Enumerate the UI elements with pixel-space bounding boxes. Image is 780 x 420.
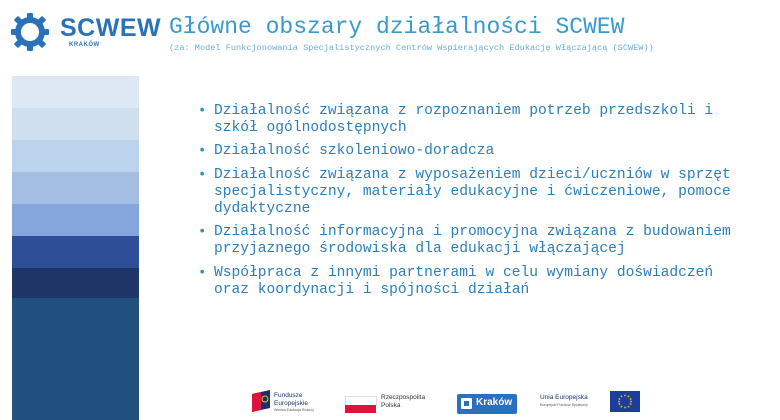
stripe-4 [12,172,139,204]
bullet-text: Działalność związana z rozpoznaniem potrzeb przedszkoli i szkół ogólnodostępnych [214,103,714,137]
logo-city: KRAKÓW [69,42,100,48]
bullet-icon: • [198,143,207,160]
stripe-2 [12,108,139,140]
page-subtitle: (za: Model Funkcjonowania Specjalistycznych Centrów Wspierających Edukację Włączającą (SCWEW)) [169,43,654,53]
bullet-text: Działalność szkoleniowo-doradcza [214,143,495,160]
ue-tag: Europejski Fundusz Społeczny [540,403,588,407]
eu-flag-icon [610,391,640,412]
rzeczpospolita-logo [345,388,440,416]
logo-name: SCWEW [60,14,162,42]
stripe-7 [12,268,139,298]
stripe-1 [12,76,139,108]
unia-europejska-logo [540,388,640,416]
krakow-label: Kraków [476,397,513,408]
rzeczpospolita-line1: Rzeczpospolita [381,394,426,401]
rzeczpospolita-line2: Polska [381,401,401,409]
list-item [196,103,756,137]
stripe-5 [12,204,139,236]
fundusze-europejskie-logo [252,388,337,416]
bullet-text: Współpraca z innymi partnerami w celu wymiany doświadczeń oraz koordynacji i spójności działań [214,264,714,298]
ue-line1: Unia Europejska [540,394,588,401]
krakow-badge-icon [461,398,472,409]
bullet-icon: • [198,103,207,119]
fundusze-line2: Europejskie [274,399,308,407]
stripe-8 [12,298,139,420]
gear-logo-icon [8,10,52,54]
list-item [196,143,756,160]
bullet-text: Działalność związana z wyposażeniem dzieci/uczniów w sprzęt specjalistyczny, materiały edukacyjne i ćwiczeniowe, pomoce dydaktyczne [214,166,731,218]
list-item [196,224,756,258]
krakow-logo [457,394,517,414]
fundusze-line1: Fundusze [274,392,303,399]
decorative-stripes [12,76,139,420]
bullet-list [196,103,756,305]
list-item [196,265,756,299]
fundusze-text [274,392,308,407]
bullet-icon: • [198,166,207,183]
list-item [196,167,756,219]
bullet-text: Działalność informacyjna i promocyjna związana z budowaniem przyjaznego środowiska dla edukacji włączającej [214,224,731,258]
bullet-icon: • [198,224,207,241]
fundusze-icon [252,390,270,412]
rzeczpospolita-text [381,394,425,409]
poland-flag-red [345,405,376,413]
bullet-icon: • [198,264,207,281]
page-title: Główne obszary działalności SCWEW [169,14,625,40]
stripe-3 [12,140,139,172]
fundusze-tag: Wiedza Edukacja Rozwój [274,408,314,412]
scwew-logo [8,10,162,54]
stripe-6 [12,236,139,268]
